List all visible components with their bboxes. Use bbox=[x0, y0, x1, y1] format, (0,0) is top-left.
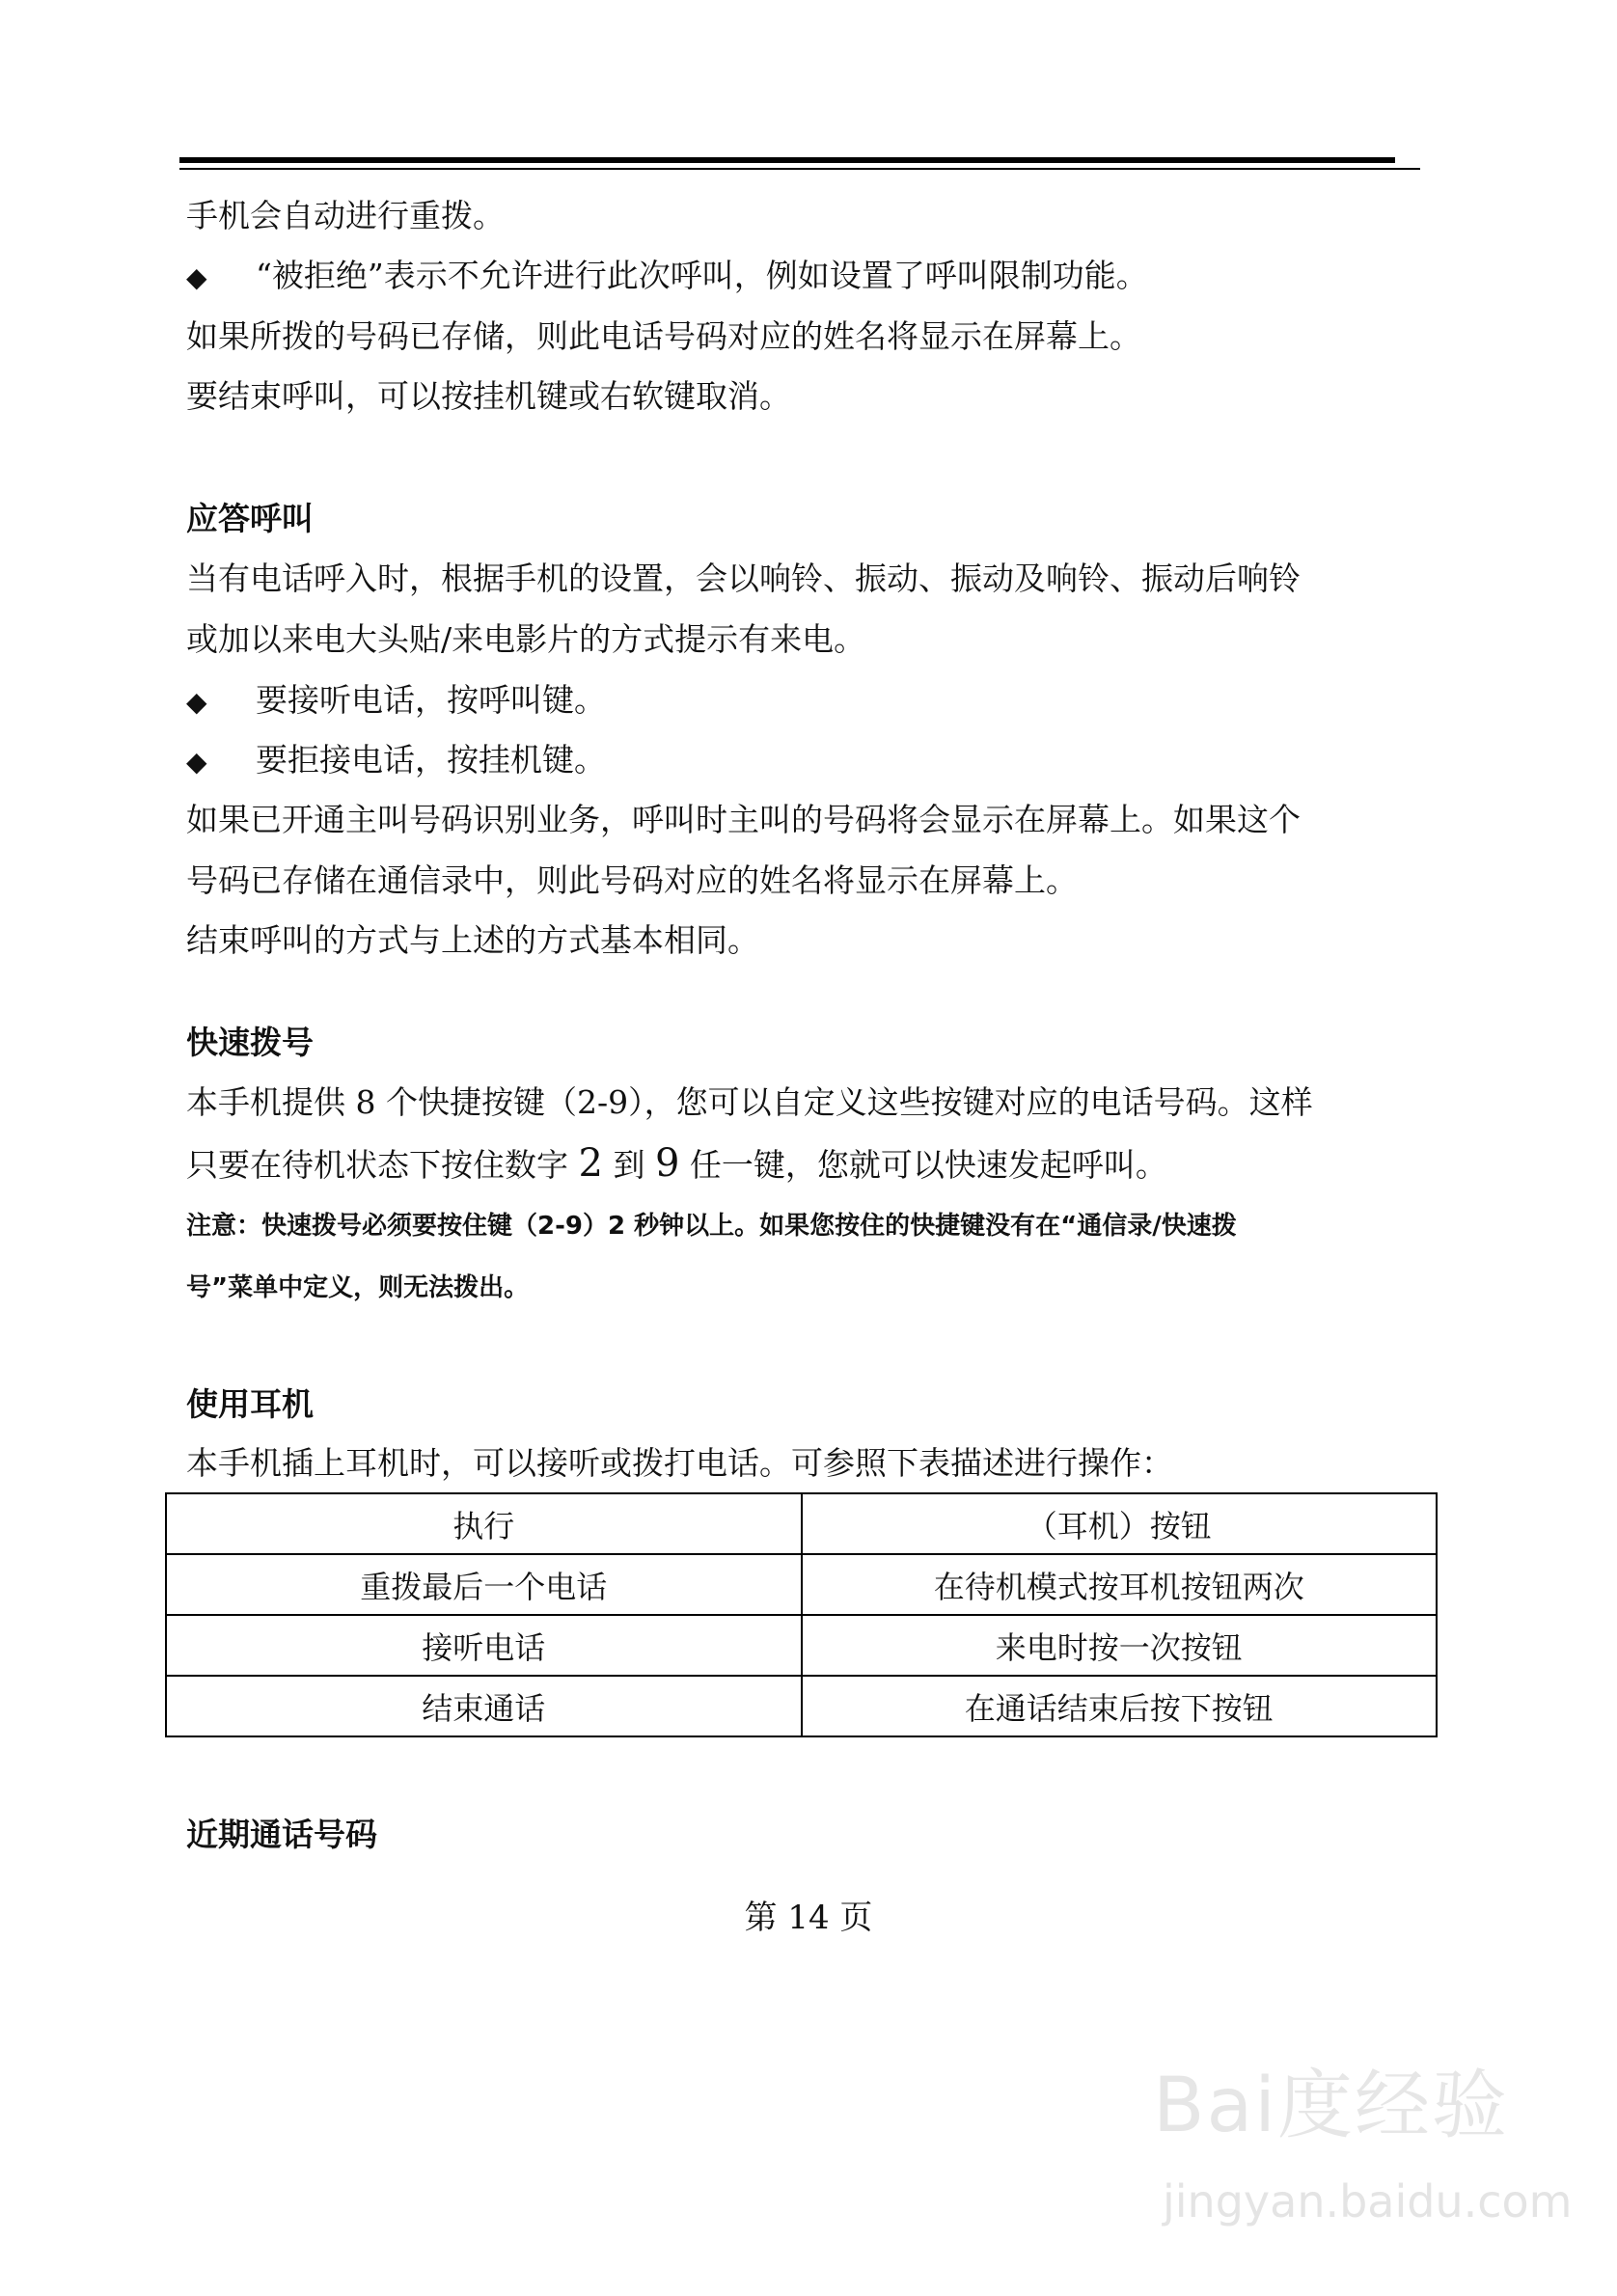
answer-bullet-item bbox=[186, 741, 606, 781]
headset-intro: 本手机插上耳机时，可以接听或拨打电话。可参照下表描述进行操作： bbox=[186, 1444, 1173, 1482]
headset-operations-table bbox=[165, 1492, 1438, 1737]
table-cell: 结束通话 bbox=[166, 1676, 802, 1736]
speed-dial-line2 bbox=[186, 1141, 1167, 1186]
diamond-bullet-icon: ◆ bbox=[186, 686, 207, 718]
text-segment: 到 bbox=[602, 1146, 655, 1184]
section-heading-speed-dial: 快速拨号 bbox=[186, 1024, 314, 1061]
answer-para1-line1: 当有电话呼入时，根据手机的设置，会以响铃、振动、振动及响铃、振动后响铃 bbox=[186, 560, 1301, 597]
answer-para3: 结束呼叫的方式与上述的方式基本相同。 bbox=[186, 921, 759, 959]
bullet-text: 要拒接电话，按挂机键。 bbox=[256, 741, 606, 779]
table-cell: 在待机模式按耳机按钮两次 bbox=[802, 1554, 1438, 1615]
speed-dial-note-line1: 注意：快速拨号必须要按住键（2-9）2 秒钟以上。如果您按住的快捷键没有在“通信录/快速拨 bbox=[186, 1212, 1237, 1241]
digit-to: 9 bbox=[654, 1141, 680, 1186]
watermark-logo: Bai度经验 bbox=[1153, 2063, 1509, 2149]
section-heading-headset: 使用耳机 bbox=[186, 1385, 314, 1423]
table-row bbox=[166, 1615, 1437, 1676]
section-heading-recent-calls: 近期通话号码 bbox=[186, 1816, 377, 1853]
text-segment: 只要在待机状态下按住数字 bbox=[186, 1146, 579, 1184]
diamond-bullet-icon: ◆ bbox=[186, 261, 207, 293]
header-rule-thick bbox=[179, 157, 1395, 163]
table-cell: 来电时按一次按钮 bbox=[802, 1615, 1438, 1676]
watermark-url: jingyan.baidu.com bbox=[1163, 2175, 1573, 2228]
section-heading-answer: 应答呼叫 bbox=[186, 500, 314, 537]
table-row bbox=[166, 1554, 1437, 1615]
intro-bullet-item bbox=[186, 257, 1148, 297]
intro-line-4: 要结束呼叫，可以按挂机键或右软键取消。 bbox=[186, 377, 791, 415]
speed-dial-note-line2: 号”菜单中定义，则无法拨出。 bbox=[186, 1273, 530, 1302]
table-cell: 接听电话 bbox=[166, 1615, 802, 1676]
bullet-text: “被拒绝”表示不允许进行此次呼叫，例如设置了呼叫限制功能。 bbox=[256, 257, 1148, 294]
table-header-cell: 执行 bbox=[166, 1493, 802, 1554]
diamond-bullet-icon: ◆ bbox=[186, 746, 207, 778]
baidu-jingyan-watermark bbox=[1153, 2045, 1573, 2272]
table-row bbox=[166, 1676, 1437, 1736]
header-rule-thin bbox=[179, 168, 1420, 170]
intro-line-3: 如果所拨的号码已存储，则此电话号码对应的姓名将显示在屏幕上。 bbox=[186, 317, 1141, 355]
table-header-cell: （耳机）按钮 bbox=[802, 1493, 1438, 1554]
page-number: 第 14 页 bbox=[744, 1899, 873, 1937]
table-cell: 在通话结束后按下按钮 bbox=[802, 1676, 1438, 1736]
bullet-text: 要接听电话，按呼叫键。 bbox=[256, 681, 606, 719]
speed-dial-line1: 本手机提供 8 个快捷按键（2-9），您可以自定义这些按键对应的电话号码。这样 bbox=[186, 1083, 1313, 1121]
table-cell: 重拨最后一个电话 bbox=[166, 1554, 802, 1615]
digit-from: 2 bbox=[578, 1141, 603, 1186]
table-header-row bbox=[166, 1493, 1437, 1554]
answer-bullet-item bbox=[186, 681, 606, 722]
intro-line-1: 手机会自动进行重拨。 bbox=[186, 197, 505, 234]
answer-para1-line2: 或加以来电大头贴/来电影片的方式提示有来电。 bbox=[186, 620, 866, 658]
answer-para2-line1: 如果已开通主叫号码识别业务，呼叫时主叫的号码将会显示在屏幕上。如果这个 bbox=[186, 801, 1301, 838]
text-segment: 任一键，您就可以快速发起呼叫。 bbox=[679, 1146, 1167, 1184]
answer-para2-line2: 号码已存储在通信录中，则此号码对应的姓名将显示在屏幕上。 bbox=[186, 861, 1078, 899]
